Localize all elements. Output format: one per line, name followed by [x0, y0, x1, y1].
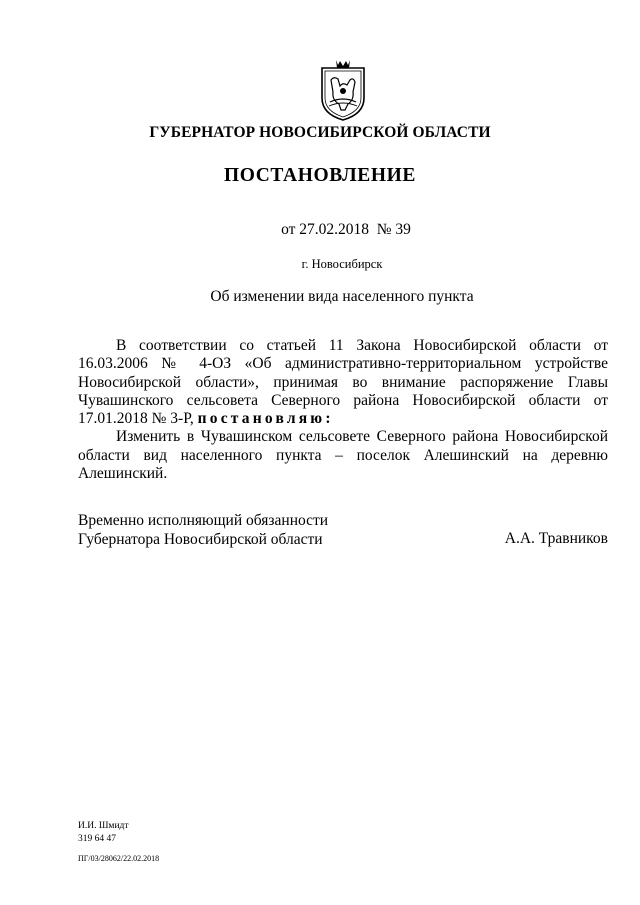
- coat-of-arms-icon: [318, 58, 368, 122]
- document-code: ПГ/03/28062/22.02.2018: [78, 854, 160, 863]
- position-line-2: Губернатора Новосибирской области: [78, 530, 323, 548]
- document-body: [78, 337, 608, 483]
- date-and-number: от 27.02.2018 № 39: [281, 221, 411, 238]
- signatory-position: [78, 512, 328, 549]
- city: г. Новосибирск: [301, 257, 383, 271]
- document-type: ПОСТАНОВЛЕНИЕ: [223, 165, 417, 186]
- preamble-paragraph: [78, 337, 608, 428]
- document-subject: Об изменении вида населенного пункта: [210, 288, 474, 305]
- authority-title: ГУБЕРНАТОР НОВОСИБИРСКОЙ ОБЛАСТИ: [149, 124, 491, 141]
- executor-name: И.И. Шмидт: [78, 821, 129, 831]
- decree-colon: :: [325, 410, 331, 428]
- decision-paragraph: Изменить в Чувашинском сельсовете Северного района Новосибирской области вид населенного пункта – поселок Алешинский на деревню Алешинский.: [78, 428, 608, 483]
- signatory-name: А.А. Травников: [504, 530, 608, 547]
- preamble-text: В соответствии со статьей 11 Закона Новосибирской области от 16.03.2006 № 4-ОЗ «Об административно-территориальном устройстве Новосибирской области», принимая во внимание распоряжение Главы Чувашинского сельсовета Северного района Новосибирской области от 17.01.2018 № 3-Р,: [78, 337, 608, 428]
- executor-footer: [78, 820, 159, 865]
- decree-word: постановляю: [197, 410, 326, 428]
- position-line-1: Временно исполняющий обязанности: [78, 512, 329, 529]
- executor-phone: 319 64 47: [78, 834, 116, 844]
